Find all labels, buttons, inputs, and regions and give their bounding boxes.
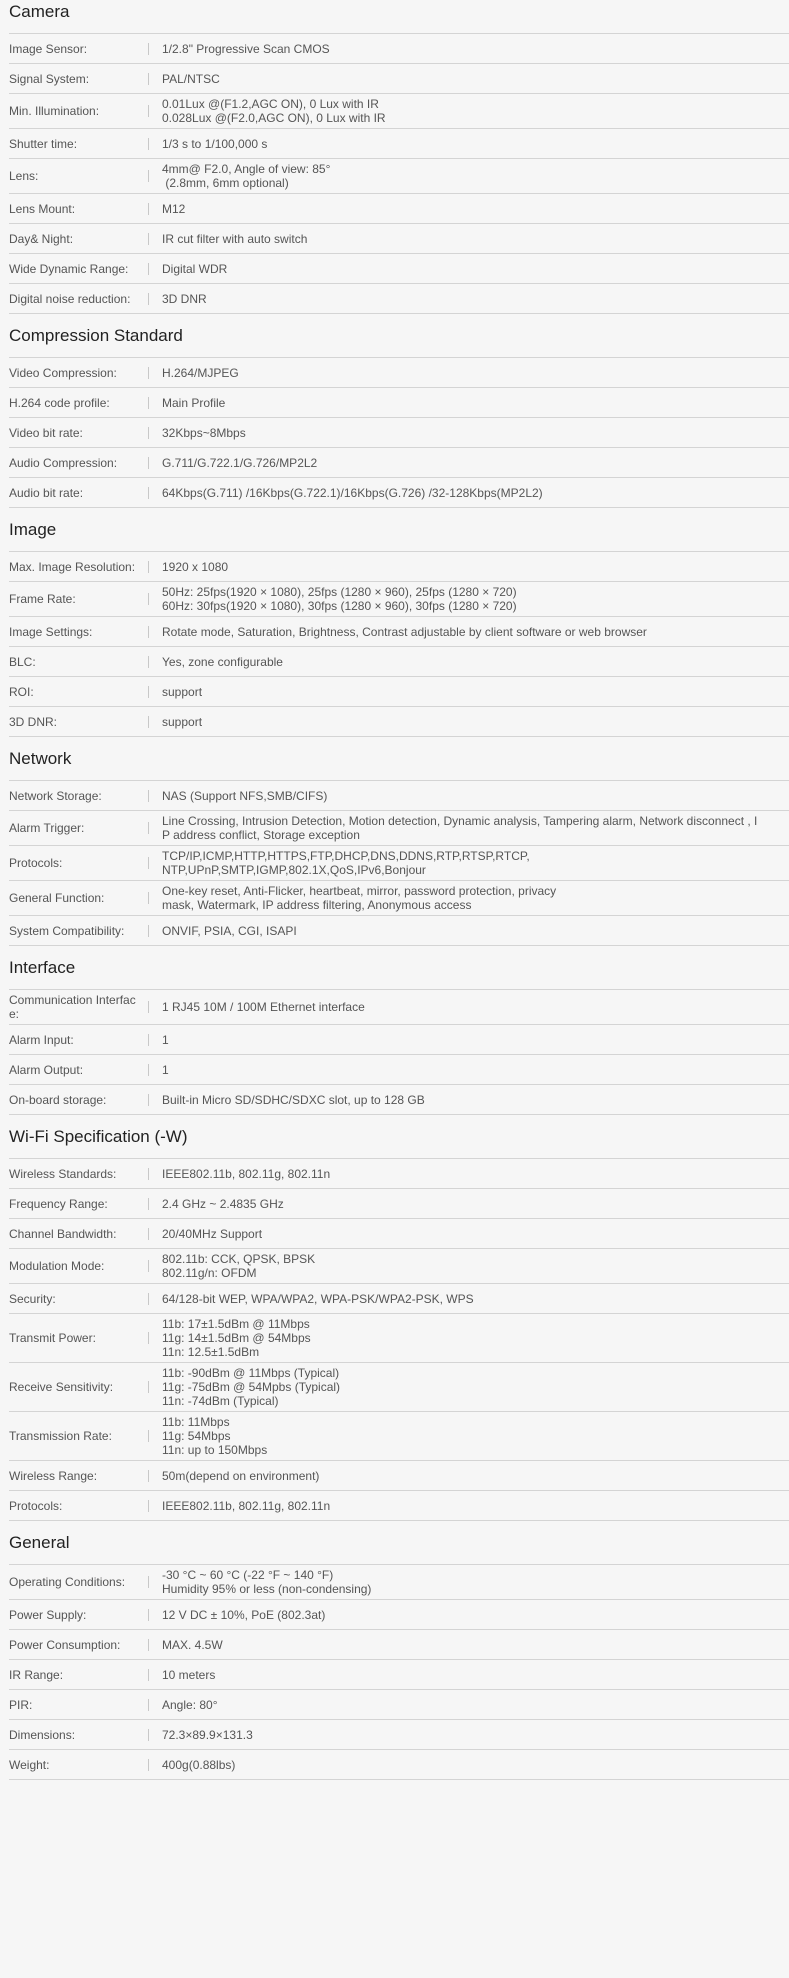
spec-row — [9, 1085, 789, 1115]
spec-value — [162, 814, 789, 842]
spec-value-line: Main Profile — [162, 395, 226, 410]
spec-row — [9, 707, 789, 737]
spec-row — [9, 1055, 789, 1085]
spec-value — [162, 1366, 789, 1408]
row-divider — [148, 593, 149, 605]
spec-label: General Function: — [9, 891, 105, 905]
spec-label: Transmit Power: — [9, 1331, 96, 1345]
spec-value-line: 60Hz: 30fps(1920 × 1080), 30fps (1280 × 960), 30fps (1280 × 720) — [162, 599, 517, 613]
row-divider — [148, 686, 149, 698]
spec-value-line: 1 — [162, 1062, 169, 1077]
row-divider — [148, 170, 149, 182]
row-divider — [148, 1576, 149, 1588]
spec-value-line: 1920 x 1080 — [162, 559, 229, 574]
spec-label: Protocols: — [9, 856, 63, 870]
spec-value-line: 11g: 14±1.5dBm @ 54Mbps — [162, 1331, 311, 1345]
spec-label: Security: — [9, 1291, 56, 1306]
spec-label: BLC: — [9, 654, 36, 669]
spec-row — [9, 129, 789, 159]
spec-value-line: Rotate mode, Saturation, Brightness, Contrast adjustable by client software or web browser — [162, 624, 647, 639]
spec-row — [9, 1720, 789, 1750]
spec-label: Wireless Range: — [9, 1468, 98, 1483]
spec-value-line: Built-in Micro SD/SDHC/SDXC slot, up to 128 GB — [162, 1092, 425, 1107]
spec-label: Shutter time: — [9, 136, 78, 151]
spec-row — [9, 1159, 789, 1189]
spec-value-line: H.264/MJPEG — [162, 365, 239, 380]
spec-label: Frame Rate: — [9, 592, 76, 606]
spec-value-line: 0.01Lux @(F1.2,AGC ON), 0 Lux with IR — [162, 97, 379, 111]
spec-value — [162, 1292, 789, 1306]
row-divider — [148, 1639, 149, 1651]
spec-label: Power Consumption: — [9, 1637, 121, 1652]
row-divider — [148, 487, 149, 499]
spec-label: Video Compression: — [9, 365, 117, 380]
spec-value — [162, 685, 789, 699]
row-divider — [148, 1001, 149, 1013]
row-divider — [148, 656, 149, 668]
spec-label: Signal System: — [9, 71, 90, 86]
spec-row — [9, 647, 789, 677]
row-divider — [148, 925, 149, 937]
spec-label: PIR: — [9, 1697, 33, 1712]
spec-sheet — [9, 0, 789, 1780]
spec-value — [162, 1568, 789, 1596]
spec-value-line: Angle: 80° — [162, 1697, 218, 1712]
spec-row — [9, 617, 789, 647]
spec-value-line: 0.028Lux @(F2.0,AGC ON), 0 Lux with IR — [162, 111, 386, 125]
spec-value — [162, 232, 789, 246]
spec-section — [9, 946, 789, 1115]
spec-value-line: One-key reset, Anti-Flicker, heartbeat, mirror, password protection, privacy — [162, 884, 557, 898]
spec-value — [162, 486, 789, 500]
row-divider — [148, 1609, 149, 1621]
spec-label: Alarm Trigger: — [9, 821, 85, 835]
spec-label: Channel Bandwidth: — [9, 1226, 117, 1241]
row-divider — [148, 138, 149, 150]
spec-row — [9, 1284, 789, 1314]
spec-value — [162, 396, 789, 410]
row-divider — [148, 457, 149, 469]
section-title: Interface — [9, 946, 789, 990]
spec-value-line: 20/40MHz Support — [162, 1226, 263, 1241]
section-title: Compression Standard — [9, 314, 789, 358]
spec-row — [9, 64, 789, 94]
row-divider — [148, 1669, 149, 1681]
row-divider — [148, 716, 149, 728]
spec-value-line: 400g(0.88lbs) — [162, 1757, 236, 1772]
row-divider — [148, 892, 149, 904]
spec-label: Frequency Range: — [9, 1196, 108, 1211]
spec-value-line: (2.8mm, 6mm optional) — [162, 176, 289, 190]
spec-value-line: Digital WDR — [162, 261, 228, 276]
spec-value-line: 802.11g/n: OFDM — [162, 1266, 257, 1280]
row-divider — [148, 1430, 149, 1442]
spec-value-line: P address conflict, Storage exception — [162, 828, 360, 842]
spec-value — [162, 426, 789, 440]
spec-label: H.264 code profile: — [9, 395, 110, 410]
spec-value — [162, 1499, 789, 1513]
spec-value — [162, 560, 789, 574]
spec-row — [9, 1219, 789, 1249]
spec-value — [162, 97, 789, 125]
spec-value-line: 50m(depend on environment) — [162, 1468, 320, 1483]
spec-value — [162, 1167, 789, 1181]
row-divider — [148, 367, 149, 379]
spec-value — [162, 72, 789, 86]
spec-value-line: 72.3×89.9×131.3 — [162, 1727, 253, 1742]
row-divider — [148, 263, 149, 275]
row-divider — [148, 1094, 149, 1106]
row-divider — [148, 790, 149, 802]
row-divider — [148, 1332, 149, 1344]
spec-value — [162, 849, 789, 877]
row-divider — [148, 43, 149, 55]
row-divider — [148, 1500, 149, 1512]
spec-value-line: TCP/IP,ICMP,HTTP,HTTPS,FTP,DHCP,DNS,DDNS,RTP,RTSP,RTCP, — [162, 849, 530, 863]
spec-value-line: 11n: 12.5±1.5dBm — [162, 1345, 260, 1359]
spec-value — [162, 884, 789, 912]
spec-section — [9, 1115, 789, 1521]
spec-value-line: 11g: -75dBm @ 54Mpbs (Typical) — [162, 1380, 341, 1394]
spec-row — [9, 1025, 789, 1055]
spec-label: Lens: — [9, 169, 39, 183]
section-title: General — [9, 1521, 789, 1565]
spec-value — [162, 789, 789, 803]
row-divider — [148, 1034, 149, 1046]
spec-row — [9, 159, 789, 194]
spec-value-line: Line Crossing, Intrusion Detection, Motion detection, Dynamic analysis, Tampering alarm, Network disconnect , I — [162, 814, 758, 828]
spec-value — [162, 715, 789, 729]
spec-value-line: 10 meters — [162, 1667, 216, 1682]
spec-value — [162, 42, 789, 56]
spec-value — [162, 366, 789, 380]
row-divider — [148, 1260, 149, 1272]
spec-value-line: 11b: 11Mbps — [162, 1415, 230, 1429]
spec-label: Alarm Input: — [9, 1032, 74, 1047]
spec-value — [162, 1608, 789, 1622]
spec-value — [162, 1668, 789, 1682]
spec-section — [9, 314, 789, 508]
spec-value — [162, 1728, 789, 1742]
spec-label: Wide Dynamic Range: — [9, 261, 129, 276]
spec-value — [162, 1698, 789, 1712]
section-title: Camera — [9, 0, 789, 34]
spec-label: Min. Illumination: — [9, 104, 100, 118]
spec-value — [162, 1758, 789, 1772]
spec-value-line: IR cut filter with auto switch — [162, 231, 308, 246]
spec-value — [162, 1415, 789, 1457]
spec-value — [162, 1252, 789, 1280]
spec-row — [9, 418, 789, 448]
row-divider — [148, 1228, 149, 1240]
spec-value — [162, 1469, 789, 1483]
spec-value-line: 11n: up to 150Mbps — [162, 1443, 268, 1457]
row-divider — [148, 626, 149, 638]
row-divider — [148, 203, 149, 215]
row-divider — [148, 1759, 149, 1771]
spec-label: On-board storage: — [9, 1092, 107, 1107]
spec-value-line: 11b: -90dBm @ 11Mbps (Typical) — [162, 1366, 340, 1380]
spec-row — [9, 990, 789, 1025]
spec-value-line: 2.4 GHz ~ 2.4835 GHz — [162, 1196, 284, 1211]
spec-label: Audio bit rate: — [9, 485, 84, 500]
spec-value-line: Yes, zone configurable — [162, 654, 283, 669]
spec-value-line: 1/2.8" Progressive Scan CMOS — [162, 41, 330, 56]
spec-row — [9, 1660, 789, 1690]
spec-value — [162, 1317, 789, 1359]
spec-row — [9, 582, 789, 617]
spec-value — [162, 1197, 789, 1211]
spec-row — [9, 916, 789, 946]
spec-value — [162, 625, 789, 639]
spec-value-line: G.711/G.722.1/G.726/MP2L2 — [162, 455, 318, 470]
spec-row — [9, 846, 789, 881]
spec-row — [9, 552, 789, 582]
spec-value-line: Humidity 95% or less (non-condensing) — [162, 1582, 372, 1596]
spec-row — [9, 388, 789, 418]
spec-value-line: 1/3 s to 1/100,000 s — [162, 136, 268, 151]
spec-value-line: ONVIF, PSIA, CGI, ISAPI — [162, 923, 297, 938]
spec-label: Lens Mount: — [9, 201, 76, 216]
spec-value-line: MAX. 4.5W — [162, 1637, 223, 1652]
spec-row — [9, 1600, 789, 1630]
row-divider — [148, 1381, 149, 1393]
spec-label: Modulation Mode: — [9, 1259, 105, 1273]
spec-label: IR Range: — [9, 1667, 64, 1682]
spec-value — [162, 1033, 789, 1047]
row-divider — [148, 822, 149, 834]
spec-label: Transmission Rate: — [9, 1429, 112, 1443]
spec-value-line: 1 RJ45 10M / 100M Ethernet interface — [162, 1000, 365, 1014]
spec-label: Image Settings: — [9, 624, 93, 639]
spec-value — [162, 162, 789, 190]
row-divider — [148, 857, 149, 869]
spec-label: Communication Interface: — [9, 993, 136, 1021]
spec-label: Day& Night: — [9, 231, 74, 246]
spec-row — [9, 1314, 789, 1363]
row-divider — [148, 1293, 149, 1305]
spec-value — [162, 137, 789, 151]
spec-label: Power Supply: — [9, 1607, 87, 1622]
spec-row — [9, 1750, 789, 1780]
section-title: Wi-Fi Specification (-W) — [9, 1115, 789, 1159]
row-divider — [148, 1699, 149, 1711]
row-divider — [148, 427, 149, 439]
section-title: Network — [9, 737, 789, 781]
spec-label: Dimensions: — [9, 1727, 76, 1742]
spec-row — [9, 1461, 789, 1491]
spec-label: Operating Conditions: — [9, 1575, 126, 1589]
spec-value-line: mask, Watermark, IP address filtering, Anonymous access — [162, 898, 472, 912]
spec-value — [162, 456, 789, 470]
spec-row — [9, 1491, 789, 1521]
section-title: Image — [9, 508, 789, 552]
spec-label: Protocols: — [9, 1498, 63, 1513]
row-divider — [148, 233, 149, 245]
spec-row — [9, 881, 789, 916]
spec-row — [9, 284, 789, 314]
spec-value-line: IEEE802.11b, 802.11g, 802.11n — [162, 1498, 331, 1513]
row-divider — [148, 1198, 149, 1210]
spec-value — [162, 1093, 789, 1107]
spec-value-line: 11g: 54Mbps — [162, 1429, 231, 1443]
spec-value — [162, 1000, 789, 1014]
row-divider — [148, 1729, 149, 1741]
spec-value-line: 3D DNR — [162, 291, 207, 306]
spec-value-line: 4mm@ F2.0, Angle of view: 85° — [162, 162, 331, 176]
spec-label: 3D DNR: — [9, 714, 58, 729]
spec-label: Receive Sensitivity: — [9, 1380, 114, 1394]
spec-label: Max. Image Resolution: — [9, 559, 136, 574]
spec-row — [9, 1630, 789, 1660]
spec-value — [162, 202, 789, 216]
spec-value — [162, 655, 789, 669]
row-divider — [148, 73, 149, 85]
row-divider — [148, 397, 149, 409]
spec-value — [162, 924, 789, 938]
spec-row — [9, 358, 789, 388]
spec-label: Weight: — [9, 1757, 50, 1772]
spec-value — [162, 1227, 789, 1241]
spec-value-line: 1 — [162, 1032, 169, 1047]
spec-value-line: support — [162, 714, 203, 729]
row-divider — [148, 1470, 149, 1482]
row-divider — [148, 105, 149, 117]
spec-value-line: PAL/NTSC — [162, 71, 220, 86]
spec-row — [9, 224, 789, 254]
spec-row — [9, 1189, 789, 1219]
spec-row — [9, 1690, 789, 1720]
spec-value — [162, 1063, 789, 1077]
spec-value-line: 11b: 17±1.5dBm @ 11Mbps — [162, 1317, 310, 1331]
spec-value — [162, 262, 789, 276]
spec-value-line: support — [162, 684, 203, 699]
spec-value-line: NAS (Support NFS,SMB/CIFS) — [162, 788, 328, 803]
spec-label: Audio Compression: — [9, 455, 118, 470]
spec-label: Digital noise reduction: — [9, 291, 131, 306]
spec-value-line: 802.11b: CCK, QPSK, BPSK — [162, 1252, 316, 1266]
row-divider — [148, 1064, 149, 1076]
spec-label: Video bit rate: — [9, 425, 83, 440]
spec-label: Network Storage: — [9, 788, 102, 803]
spec-row — [9, 478, 789, 508]
spec-value-line: M12 — [162, 201, 186, 216]
spec-row — [9, 194, 789, 224]
spec-row — [9, 1565, 789, 1600]
spec-row — [9, 677, 789, 707]
spec-section — [9, 1521, 789, 1780]
spec-section — [9, 0, 789, 314]
spec-row — [9, 34, 789, 64]
spec-row — [9, 811, 789, 846]
spec-label: ROI: — [9, 684, 34, 699]
spec-row — [9, 1249, 789, 1284]
spec-row — [9, 448, 789, 478]
spec-label: Image Sensor: — [9, 41, 88, 56]
row-divider — [148, 1168, 149, 1180]
spec-value-line: 50Hz: 25fps(1920 × 1080), 25fps (1280 × 960), 25fps (1280 × 720) — [162, 585, 517, 599]
spec-value-line: 32Kbps~8Mbps — [162, 425, 246, 440]
spec-value-line: 64Kbps(G.711) /16Kbps(G.722.1)/16Kbps(G.726) /32-128Kbps(MP2L2) — [162, 485, 543, 500]
spec-value-line: 11n: -74dBm (Typical) — [162, 1394, 279, 1408]
spec-label: System Compatibility: — [9, 923, 125, 938]
spec-row — [9, 1412, 789, 1461]
spec-value — [162, 1638, 789, 1652]
spec-value-line: NTP,UPnP,SMTP,IGMP,802.1X,QoS,IPv6,Bonjour — [162, 863, 426, 877]
spec-value-line: 64/128-bit WEP, WPA/WPA2, WPA-PSK/WPA2-PSK, WPS — [162, 1291, 474, 1306]
spec-row — [9, 254, 789, 284]
spec-section — [9, 737, 789, 946]
spec-value-line: IEEE802.11b, 802.11g, 802.11n — [162, 1166, 331, 1181]
spec-value — [162, 292, 789, 306]
spec-value-line: 12 V DC ± 10%, PoE (802.3at) — [162, 1607, 326, 1622]
spec-row — [9, 94, 789, 129]
spec-row — [9, 781, 789, 811]
spec-section — [9, 508, 789, 737]
spec-label: Alarm Output: — [9, 1062, 84, 1077]
spec-value — [162, 585, 789, 613]
spec-row — [9, 1363, 789, 1412]
row-divider — [148, 561, 149, 573]
spec-label: Wireless Standards: — [9, 1166, 117, 1181]
spec-value-line: -30 °C ~ 60 °C (-22 °F ~ 140 °F) — [162, 1568, 334, 1582]
row-divider — [148, 293, 149, 305]
